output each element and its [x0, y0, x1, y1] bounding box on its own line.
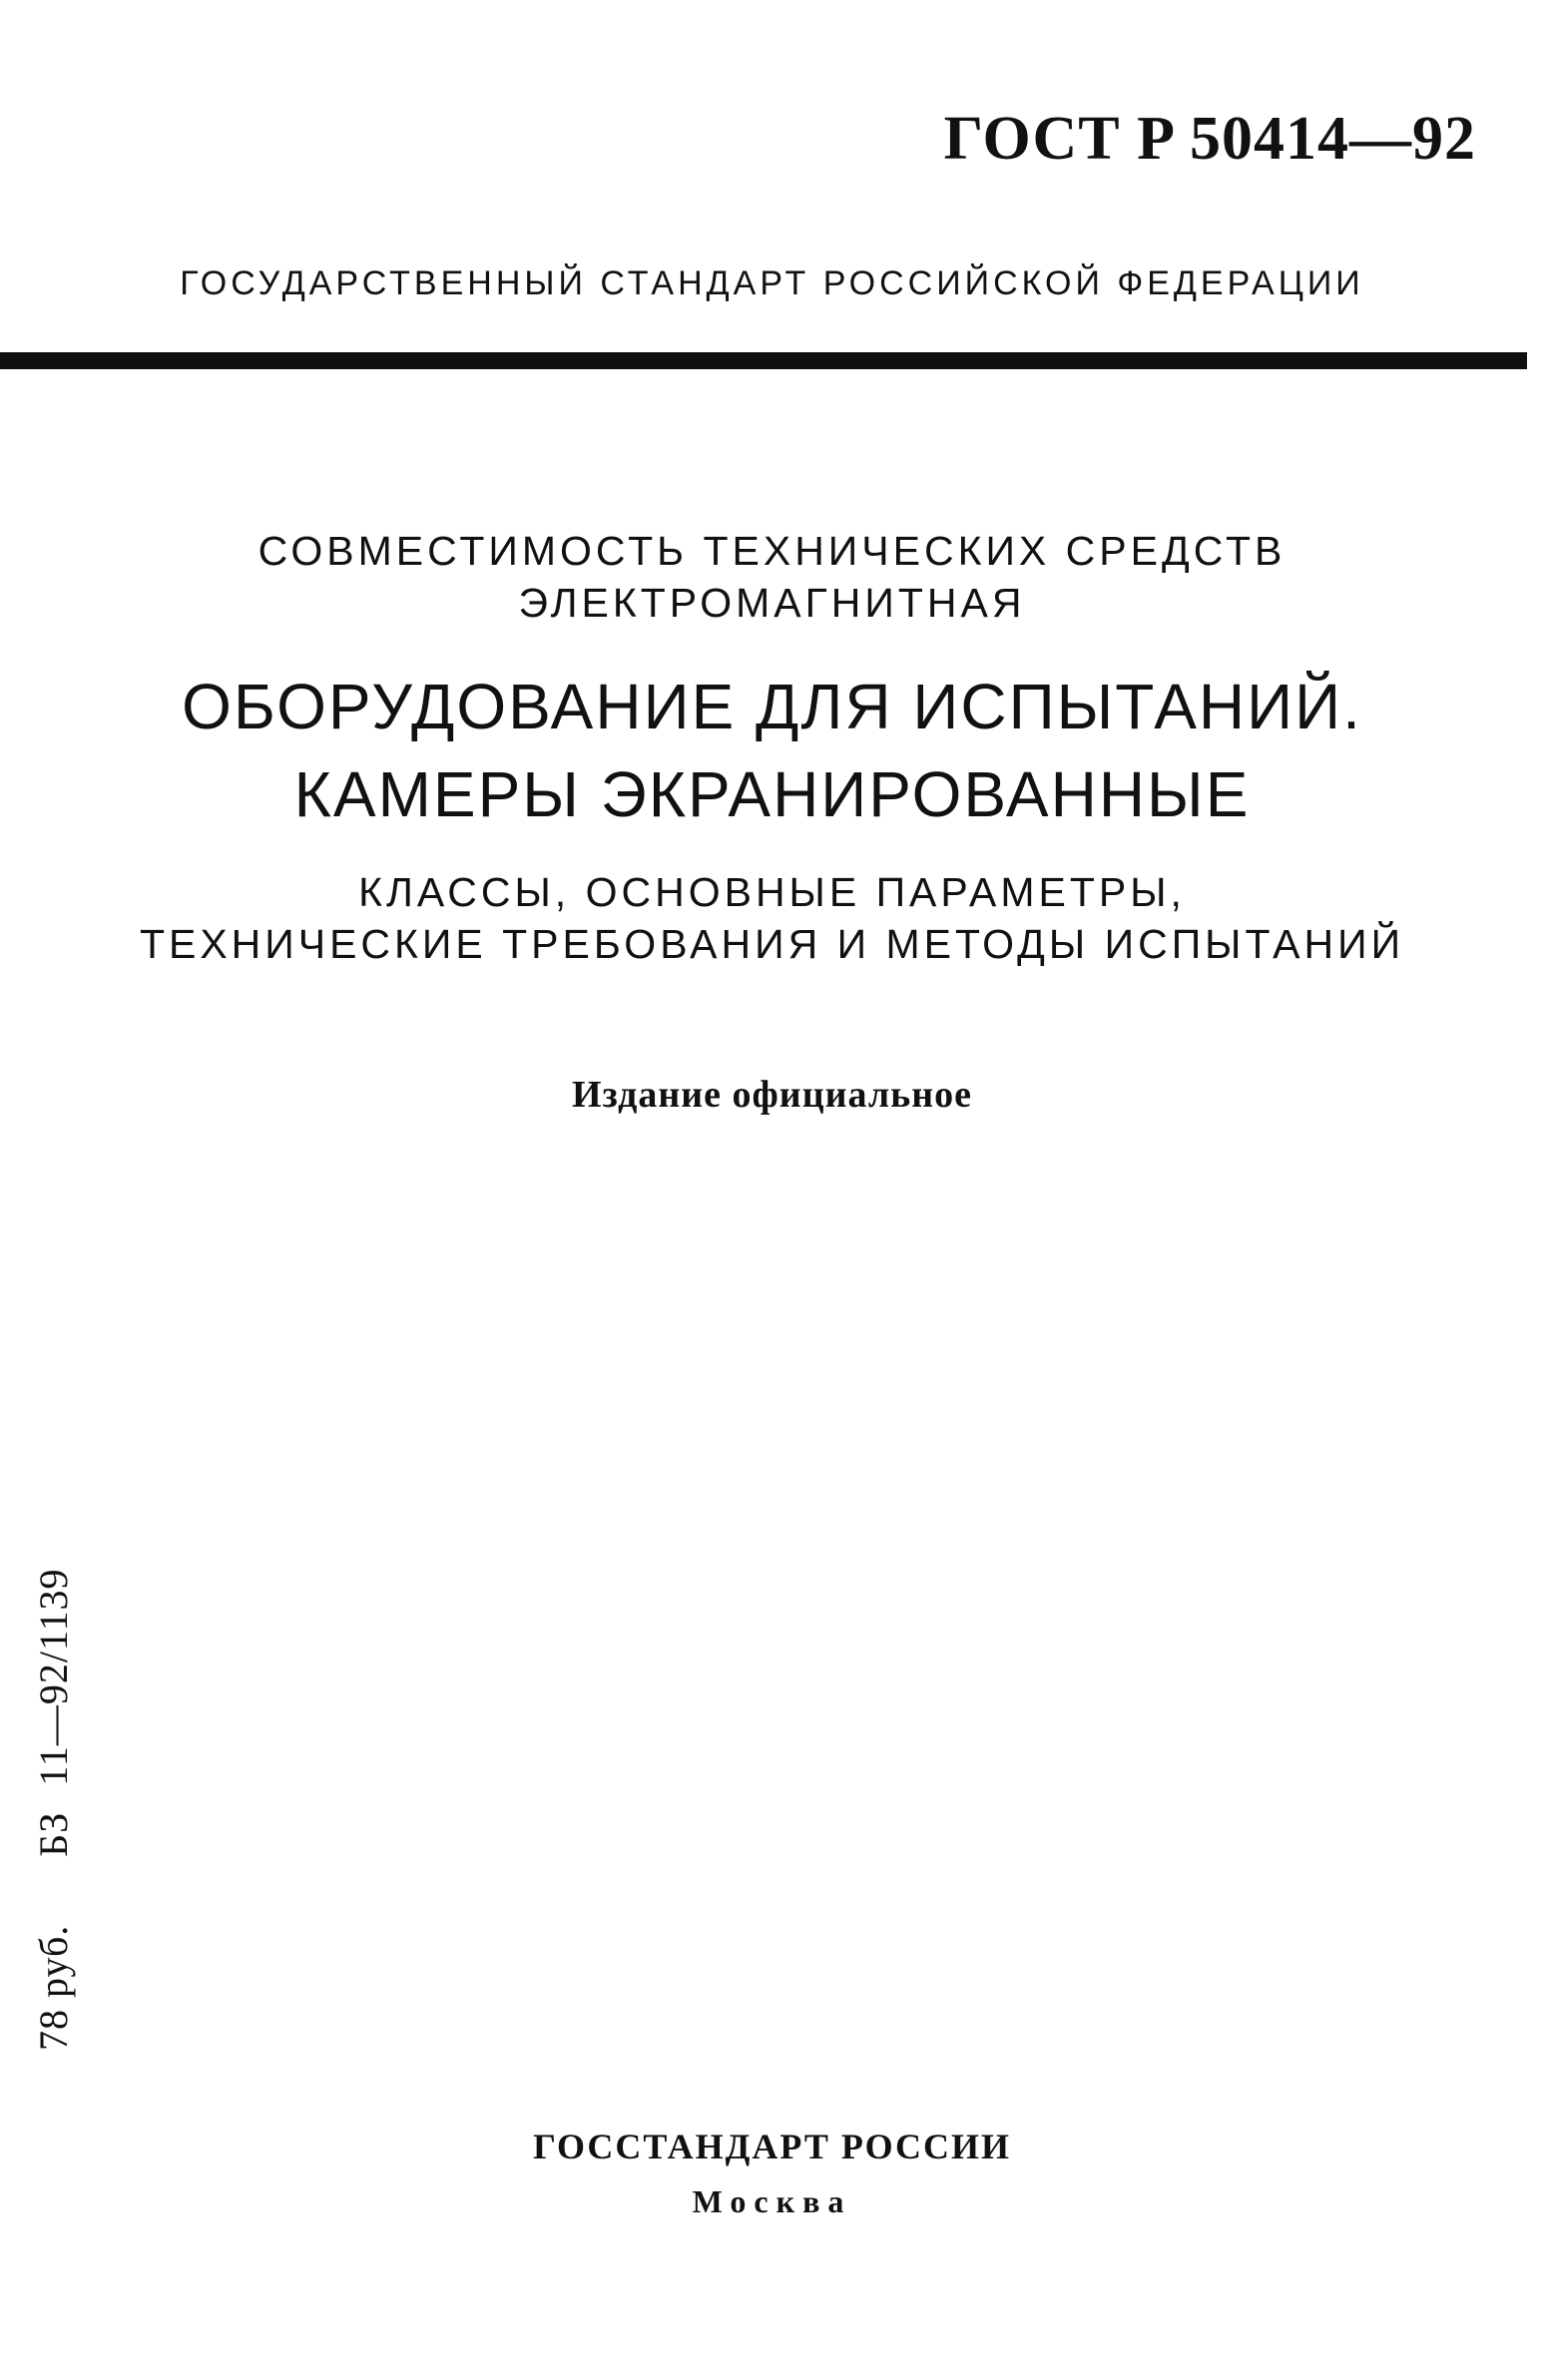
header-divider — [0, 352, 1527, 369]
title-line-2: ЭЛЕКТРОМАГНИТНАЯ — [518, 580, 1026, 626]
price-label: 78 руб. — [31, 1924, 76, 2051]
main-title-line-1: ОБОРУДОВАНИЕ ДЛЯ ИСПЫТАНИЙ. — [182, 671, 1362, 742]
standard-code-prefix: ГОСТ Р — [943, 105, 1176, 173]
publisher-city: Москва — [692, 2183, 852, 2219]
main-title-line-2: КАМЕРЫ ЭКРАНИРОВАННЫЕ — [293, 758, 1251, 830]
subtitle-line-1: КЛАССЫ, ОСНОВНЫЕ ПАРАМЕТРЫ, — [358, 869, 1186, 915]
standard-code — [944, 104, 1476, 175]
bz-code: 11—92/1139 — [31, 1568, 76, 1786]
publisher-name: ГОССТАНДАРТ РОССИИ — [532, 2127, 1012, 2166]
title-line-1: СОВМЕСТИМОСТЬ ТЕХНИЧЕСКИХ СРЕДСТВ — [257, 528, 1287, 574]
side-imprint — [30, 1569, 77, 2051]
standard-code-number: 50414—92 — [1190, 105, 1476, 173]
subtitle-line-2: ТЕХНИЧЕСКИЕ ТРЕБОВАНИЯ И МЕТОДЫ ИСПЫТАНИЙ — [139, 921, 1405, 967]
bz-label: БЗ — [31, 1811, 76, 1857]
edition-label: Издание официальное — [571, 1074, 972, 1116]
state-standard-heading: ГОСУДАРСТВЕННЫЙ СТАНДАРТ РОССИЙСКОЙ ФЕДЕРАЦИИ — [180, 264, 1364, 302]
